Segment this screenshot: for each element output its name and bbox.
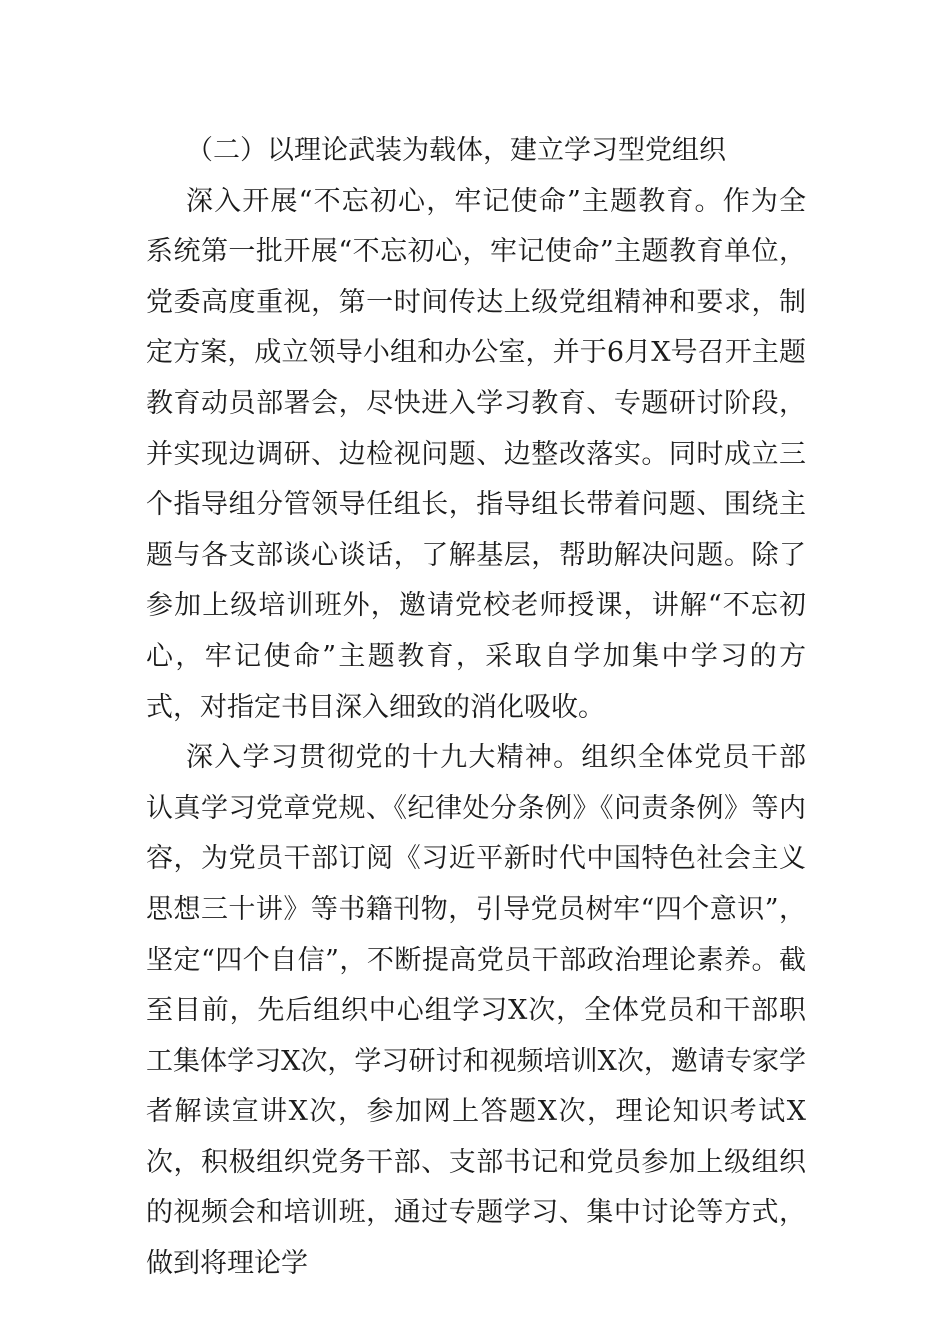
paragraph-congress-study: 深入学习贯彻党的十九大精神。组织全体党员干部认真学习党章党规、《纪律处分条例》《问责条例》等内容，为党员干部订阅《习近平新时代中国特色社会主义思想三十讲》等书籍刊物，引导党员树牢“四个意识”，坚定“四个自信”，不断提高党员干部政治理论素养。截至目前，先后组织中心组学习X次，全体党员和干部职工集体学习X次，学习研讨和视频培训X次，邀请专家学者解读宣讲X次，参加网上答题X次，理论知识考试X次，积极组织党务干部、支部书记和党员参加上级组织的视频会和培训班，通过专题学习、集中讨论等方式，做到将理论学	[146, 742, 806, 1280]
paragraph-theme-education: 深入开展“不忘初心，牢记使命”主题教育。作为全系统第一批开展“不忘初心，牢记使命”主题教育单位，党委高度重视，第一时间传达上级党组精神和要求，制定方案，成立领导小组和办公室，并于6月X号召开主题教育动员部署会，尽快进入学习教育、专题研讨阶段，并实现边调研、边检视问题、边整改落实。同时成立三个指导组分管领导任组长，指导组长带着问题、围绕主题与各支部谈心谈话，了解基层，帮助解决问题。除了参加上级培训班外，邀请党校老师授课，讲解“不忘初心，牢记使命”主题教育，采取自学加集中学习的方式，对指定书目深入细致的消化吸收。	[146, 185, 806, 723]
document-body	[146, 126, 806, 1290]
section-heading: （二）以理论武装为载体，建立学习型党组织	[186, 135, 726, 166]
